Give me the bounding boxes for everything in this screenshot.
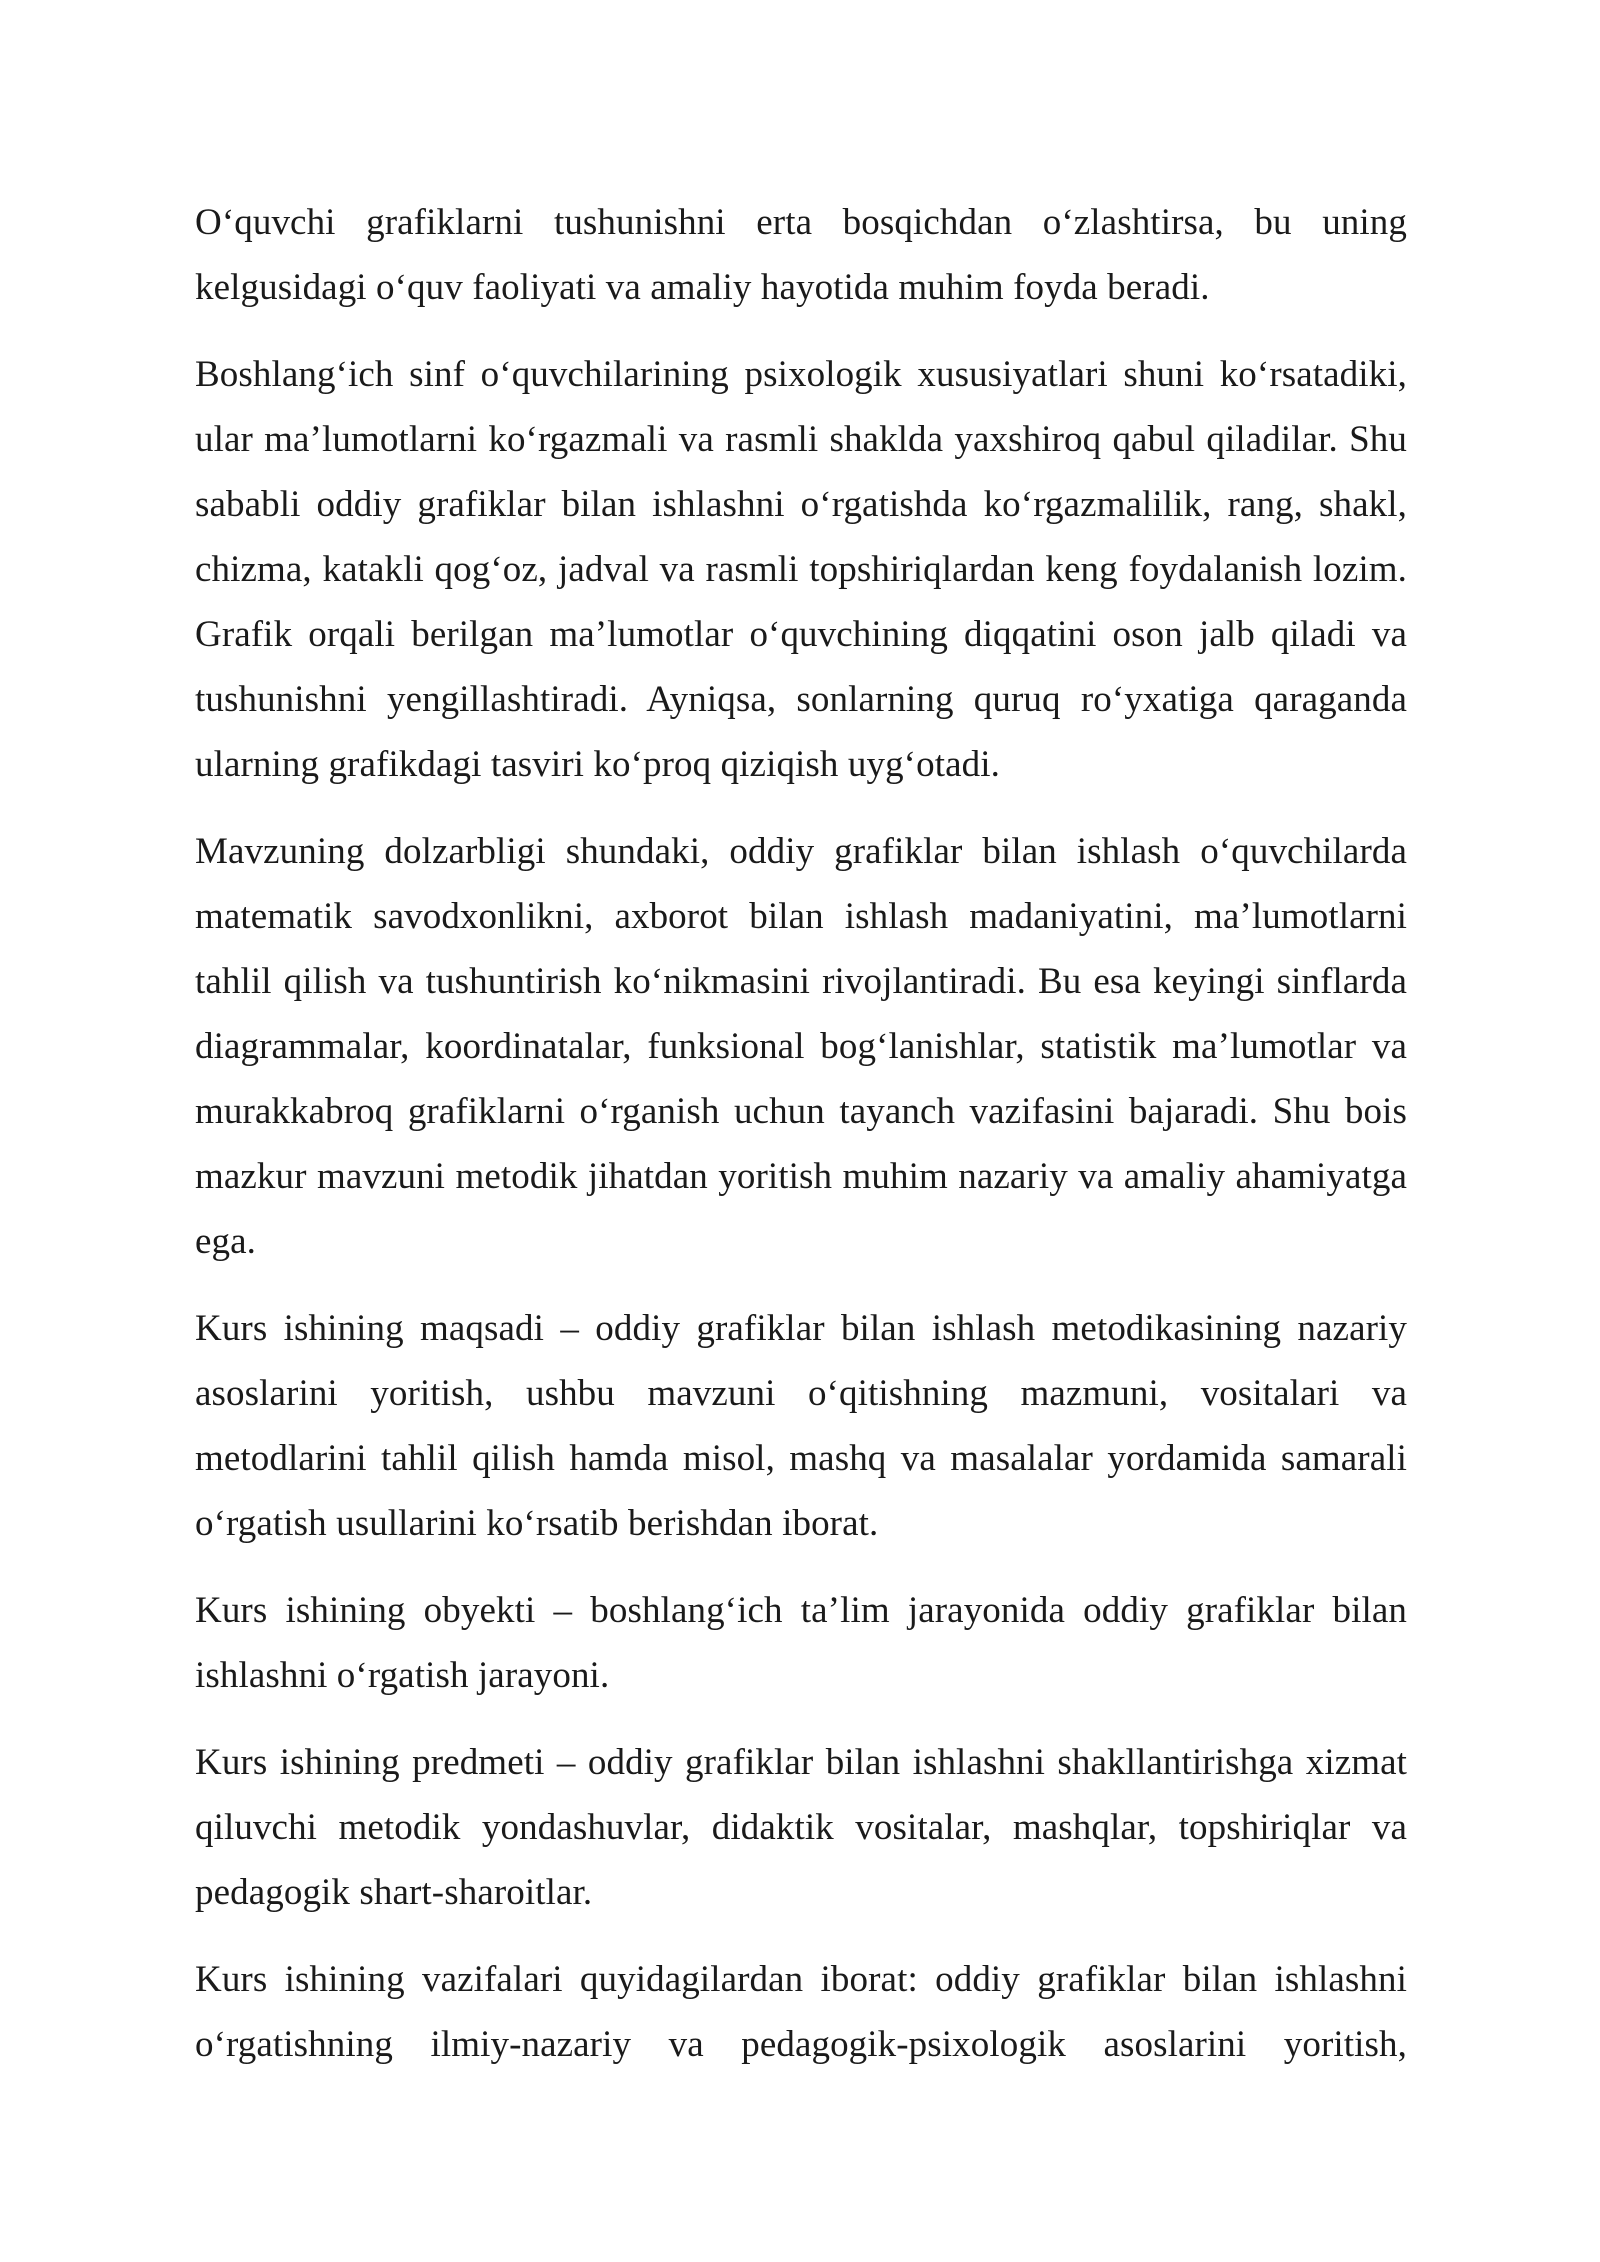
paragraph: Boshlang‘ich sinf o‘quvchilarining psixologik xususiyatlari shuni ko‘rsatadiki, ular ma’lumotlarni ko‘rgazmali va rasmli shaklda yaxshiroq qabul qiladilar. Shu sababli oddiy grafiklar bilan ishlashni o‘rgatishda ko‘rgazmalilik, rang, shakl, chizma, katakli qog‘oz, jadval va rasmli topshiriqlardan keng foydalanish lozim. Grafik orqali berilgan ma’lumotlar o‘quvchining diqqatini oson jalb qiladi va tushunishni yengillashtiradi. Ayniqsa, sonlarning quruq ro‘yxatiga qaraganda ularning grafikdagi tasviri ko‘proq qiziqish uyg‘otadi. [195,354,1407,785]
paragraph: Kurs ishining predmeti – oddiy grafiklar bilan ishlashni shakllantirishga xizmat qiluvchi metodik yondashuvlar, didaktik vositalar, mashqlar, topshiriqlar va pedagogik shart-sharoitlar. [195,1742,1407,1913]
paragraph: Mavzuning dolzarbligi shundaki, oddiy grafiklar bilan ishlash o‘quvchilarda matematik savodxonlikni, axborot bilan ishlash madaniyatini, ma’lumotlarni tahlil qilish va tushuntirish ko‘nikmasini rivojlantiradi. Bu esa keyingi sinflarda diagrammalar, koordinatalar, funksional bog‘lanishlar, statistik ma’lumotlar va murakkabroq grafiklarni o‘rganish uchun tayanch vazifasini bajaradi. Shu bois mazkur mavzuni metodik jihatdan yoritish muhim nazariy va amaliy ahamiyatga ega. [195,831,1407,1262]
document-body [195,190,1407,2099]
paragraph: Kurs ishining obyekti – boshlang‘ich ta’lim jarayonida oddiy grafiklar bilan ishlashni o‘rgatish jarayoni. [195,1590,1407,1696]
paragraph-last: Kurs ishining vazifalari quyidagilardan iborat: oddiy grafiklar bilan ishlashni o‘rgatishning ilmiy-nazariy va pedagogik-psixologik asoslarini yoritish, [195,1959,1407,2065]
paragraph: O‘quvchi grafiklarni tushunishni erta bosqichdan o‘zlashtirsa, bu uning kelgusidagi o‘quv faoliyati va amaliy hayotida muhim foyda beradi. [195,202,1407,308]
paragraph: Kurs ishining maqsadi – oddiy grafiklar bilan ishlash metodikasining nazariy asoslarini yoritish, ushbu mavzuni o‘qitishning mazmuni, vositalari va metodlarini tahlil qilish hamda misol, mashq va masalalar yordamida samarali o‘rgatish usullarini ko‘rsatib berishdan iborat. [195,1308,1407,1544]
